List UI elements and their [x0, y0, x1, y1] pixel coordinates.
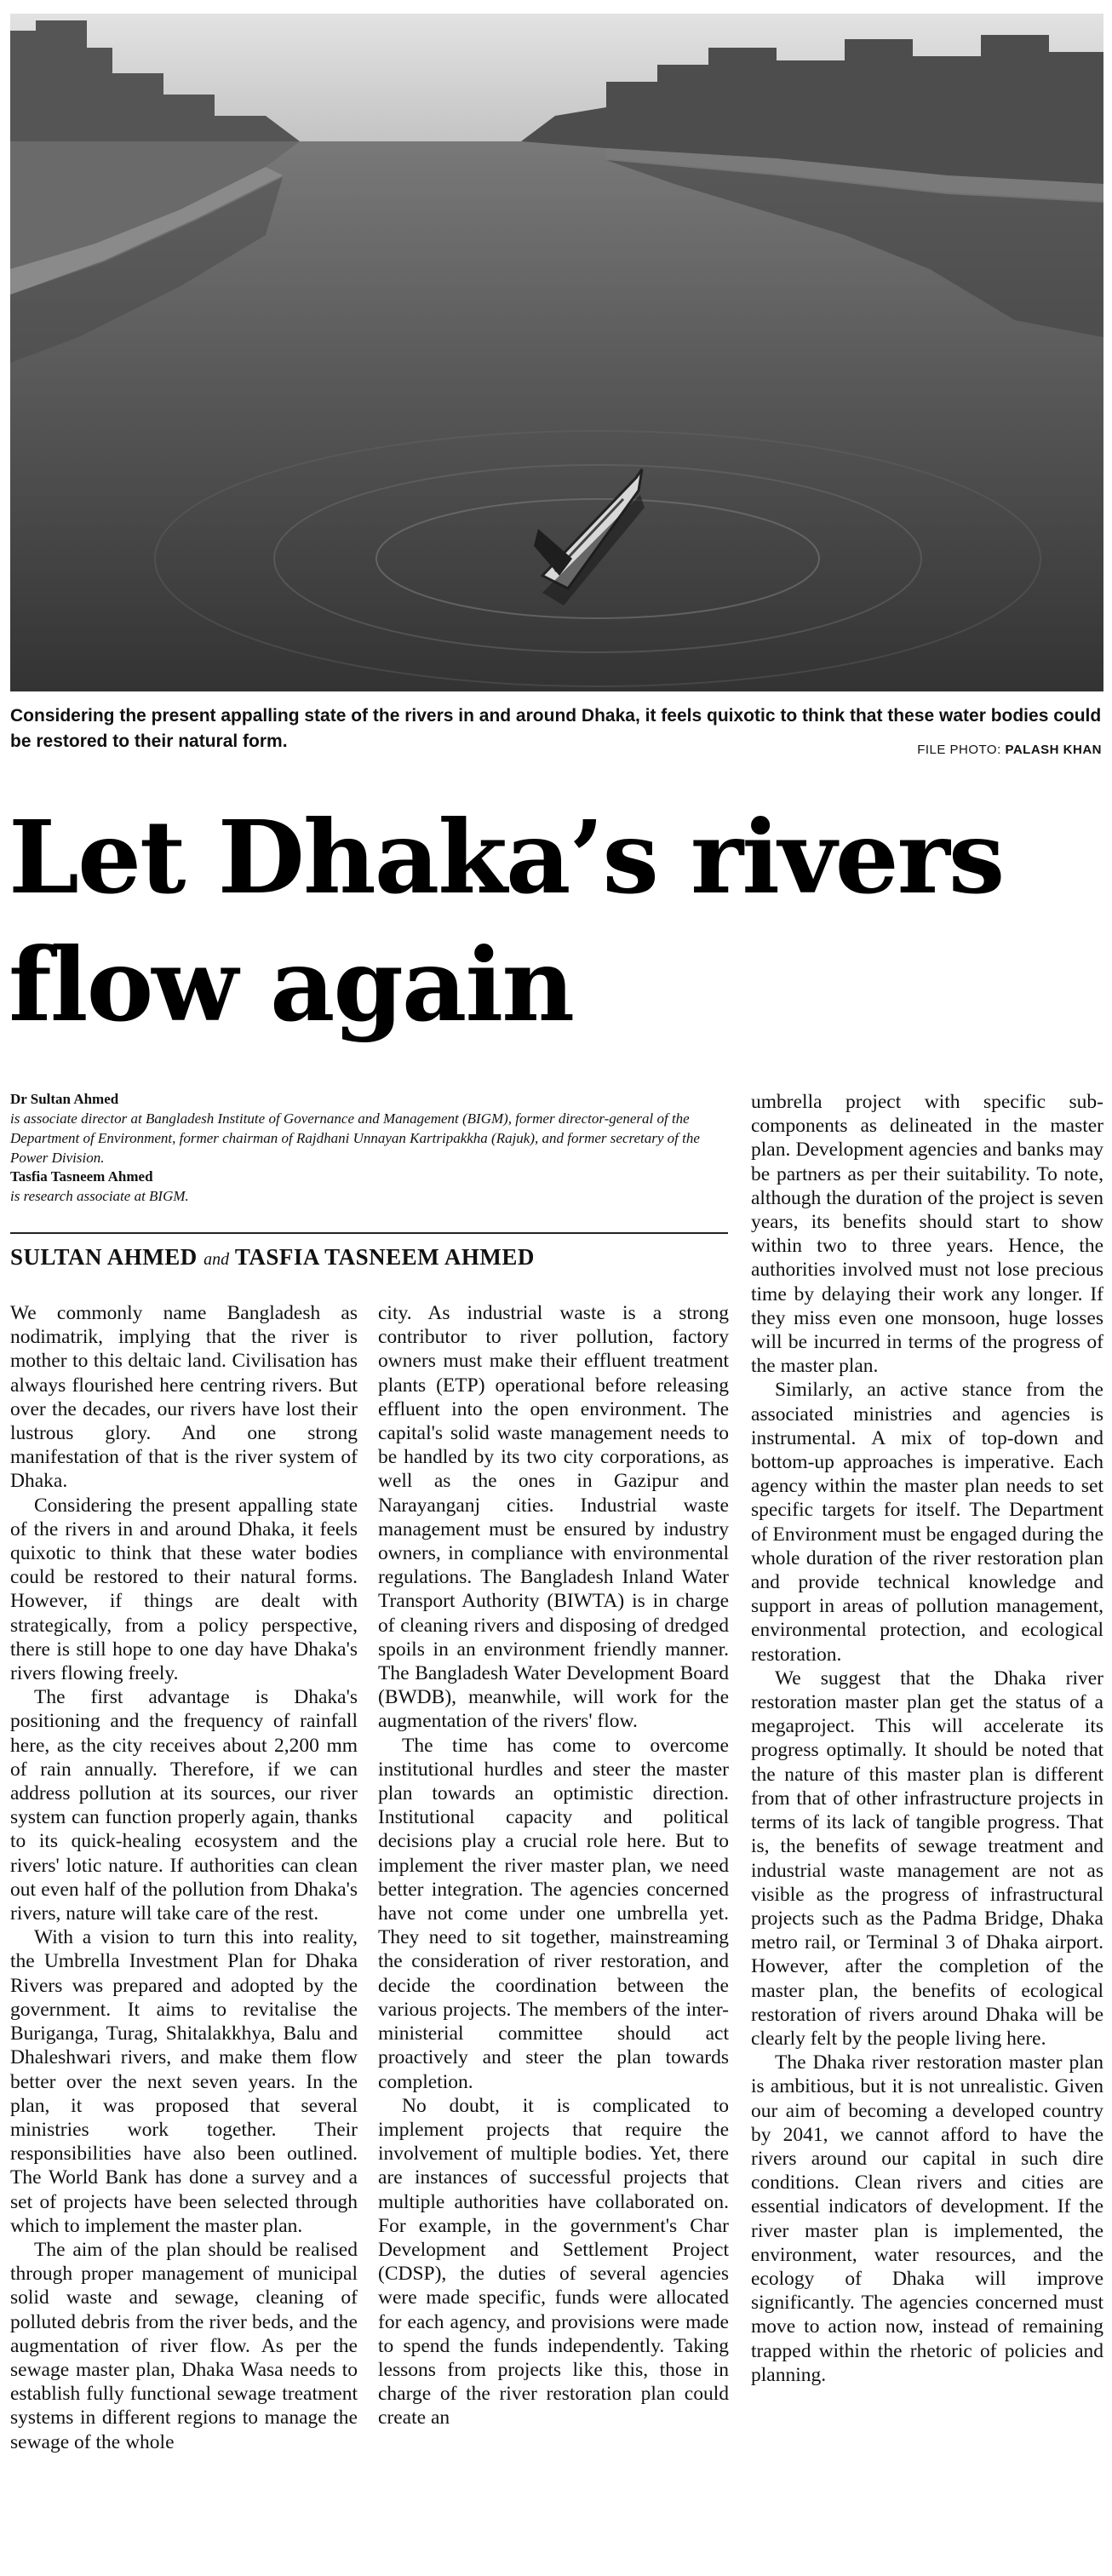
author-2-name: Tasfia Tasneem Ahmed [10, 1168, 153, 1185]
paragraph: No doubt, it is complicated to implement projects that require the involvement of multiple bodies. Yet, there are instances of successful projects that multiple authorities have collaborated on. For example, in the government's Char Development and Settlement Project (CDSP), the duties of several agencies were made specific, funds were allocated for each agency, and provisions were made to spend the funds independently. Taking lessons from projects like this, those in charge of the river restoration plan could create an [378, 2094, 729, 2430]
paragraph: The time has come to overcome institutional hurdles and steer the master plan towards an optimistic direction. Institutional capacity and political decisions play a crucial role here. But to implement the river master plan, we need better integration. The agencies concerned have not come under one umbrella yet. They need to sit together, mainstreaming the consideration of river restoration, and decide the coordination between the various projects. The members of the inter-ministerial committee should act proactively and steer the plan towards completion. [378, 1734, 729, 2093]
paragraph: Considering the present appalling state of the rivers in and around Dhaka, it feels quixotic to think that these water bodies could be restored to their natural forms. However, if things are dealt with strategically, from a policy perspective, there is still hope to one day have Dhaka's rivers flowing freely. [10, 1494, 358, 1685]
byline-author-1: SULTAN AHMED [10, 1244, 198, 1270]
byline-divider [10, 1232, 728, 1234]
headline-line-1: Let Dhaka’s rivers [9, 798, 1004, 916]
byline-author-2: TASFIA TASNEEM AHMED [234, 1244, 535, 1270]
byline-and: and [203, 1250, 230, 1269]
byline [10, 1244, 728, 1271]
paragraph: The aim of the plan should be realised through proper management of municipal solid waste and sewage, cleaning of polluted debris from the river beds, and the augmentation of river flow. As per the sewage master plan, Dhaka Wasa needs to establish fully functional sewage treatment systems in different regions to manage the sewage of the whole [10, 2238, 358, 2453]
river-scene-illustration [10, 14, 1103, 691]
paragraph: With a vision to turn this into reality, the Umbrella Investment Plan for Dhaka Rivers was prepared and adopted by the government. It aims to revitalise the Buriganga, Turag, Shitalakkhya, Balu and Dhaleshwari rivers, and make them flow better over the next seven years. In the plan, it was proposed that several ministries work together. Their responsibilities have also been outlined. The World Bank has done a survey and a set of projects have been selected through which to implement the master plan. [10, 1926, 358, 2237]
article-column-2 [378, 1301, 729, 2430]
river-photo [10, 14, 1103, 691]
paragraph: city. As industrial waste is a strong contributor to river pollution, factory owners must make their effluent treatment plants (ETP) operational before releasing effluent into the open environment. The capital's solid waste management needs to be handled by its two city corporations, as well as the ones in Gazipur and Narayanganj cities. Industrial waste management must be ensured by industry owners, in compliance with environmental regulations. The Bangladesh Inland Water Transport Authority (BIWTA) is in charge of cleaning rivers and disposing of dredged spoils in an environment friendly manner. The Bangladesh Water Development Board (BWDB), meanwhile, will work for the augmentation of the rivers' flow. [378, 1302, 729, 1733]
article-column-1 [10, 1301, 358, 2454]
article-column-3 [751, 1090, 1103, 2387]
photo-credit [917, 743, 1102, 757]
author-1-description: is associate director at Bangladesh Institute of Governance and Management (BIGM), former director-general of the Department of Environment, former chairman of Rajdhani Unnayan Kartripakkha (Rajuk), and former secretary of the Power Division. [10, 1110, 700, 1166]
headline [9, 794, 1107, 1049]
headline-line-2: flow again [9, 926, 573, 1044]
paragraph: We commonly name Bangladesh as nodimatrik, implying that the river is mother to this deltaic land. Civilisation has always flourished here centring rivers. But over the decades, our rivers have lost their lustrous glory. And one strong manifestation of that is the river system of Dhaka. [10, 1302, 358, 1493]
author-1-name: Dr Sultan Ahmed [10, 1091, 119, 1107]
paragraph: We suggest that the Dhaka river restoration master plan get the status of a megaproject. This will accelerate its progress optimally. It should be noted that the nature of this master plan is different from that of other infrastructure projects in terms of its lack of tangible progress. That is, the benefits of sewage treatment and industrial waste management are not as visible as the progress of infrastructural projects such as the Padma Bridge, Dhaka metro rail, or Terminal 3 of Dhaka airport. However, after the completion of the master plan, the benefits of ecological restoration of rivers around Dhaka will be clearly felt by the people living here. [751, 1667, 1103, 2050]
paragraph: Similarly, an active stance from the associated ministries and agencies is instrumental. A mix of top-down and bottom-up approaches is imperative. Each agency within the master plan needs to set specific targets for itself. The Department of Environment must be engaged during the whole duration of the river restoration plan and provide technical knowledge and support in areas of pollution management, environmental protection, and ecological restoration. [751, 1379, 1103, 1666]
paragraph: umbrella project with specific sub-components as delineated in the master plan. Development agencies and banks may be partners as per their suitability. To note, although the duration of the project is seven years, its benefits should start to show within two to three years. Hence, the authorities involved must not lose precious time by delaying their work any longer. If they miss even one monsoon, huge losses will be incurred in terms of the progress of the master plan. [751, 1091, 1103, 1378]
photo-credit-name: PALASH KHAN [1005, 743, 1102, 757]
photo-credit-prefix: FILE PHOTO: [917, 743, 1001, 757]
photo-caption: Considering the present appalling state of the rivers in and around Dhaka, it feels quixotic to think that these water bodies could be restored to their natural form. [10, 706, 1102, 751]
paragraph: The first advantage is Dhaka's positioning and the frequency of rainfall here, as the city receives about 2,200 mm of rain annually. Therefore, if we can address pollution at its sources, our river system can function properly again, thanks to its quick-healing ecosystem and the rivers' lotic nature. If authorities can clean out even half of the pollution from Dhaka's rivers, nature will take care of the rest. [10, 1686, 358, 1925]
author-2-description: is research associate at BIGM. [10, 1188, 189, 1204]
author-bios [10, 1090, 725, 1206]
paragraph: The Dhaka river restoration master plan is ambitious, but it is not unrealistic. Given our aim of becoming a developed country by 2041, we cannot afford to have the rivers around our capital in such dire conditions. Clean rivers and cities are essential indicators of development. If the river master plan is implemented, the environment, water resources, and the ecology of Dhaka will improve significantly. The agencies concerned must move to action now, instead of remaining trapped within the rhetoric of policies and planning. [751, 2051, 1103, 2386]
